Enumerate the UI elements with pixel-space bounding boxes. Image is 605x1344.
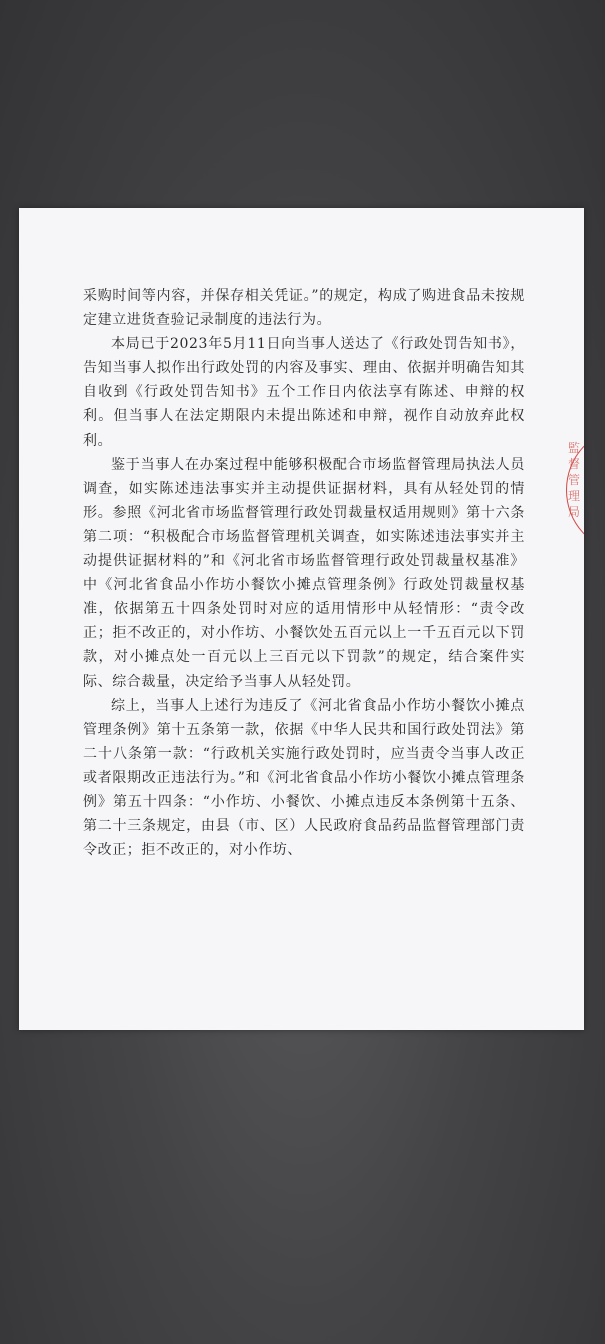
paragraph-4: 综上，当事人上述行为违反了《河北省食品小作坊小餐饮小摊点管理条例》第十五条第一款，依据《中华人民共和国行政处罚法》第二十八条第一款：“行政机关实施行政处罚时，应当责令当事人改正或者限期改正违法行为。”和《河北省食品小作坊小餐饮小摊点管理条例》第五十四条：“小作坊、小餐饮、小摊点违反本条例第十五条、第二十三条规定，由县（市、区）人民政府食品药品监督管理部门责令改正；拒不改正的，对小作坊、 <box>83 697 525 859</box>
seal-text: 監督管理局 <box>568 441 581 519</box>
paragraph-1: 采购时间等内容，并保存相关凭证。”的规定，构成了购进食品未按规定建立进货查验记录制度的违法行为。 <box>83 288 525 329</box>
document-body <box>83 284 525 862</box>
document-page <box>19 208 584 1030</box>
paragraph-3: 鉴于当事人在办案过程中能够积极配合市场监督管理局执法人员调查，如实陈述违法事实并主动提供证据材料，具有从轻处罚的情形。参照《河北省市场监督管理行政处罚裁量权适用规则》第十六条第二项：“积极配合市场监督管理机关调查，如实陈述违法事实并主动提供证据材料的”和《河北省市场监督管理行政处罚裁量权基准》中《河北省食品小作坊小餐饮小摊点管理条例》行政处罚裁量权基准，依据第五十四条处罚时对应的适用情形中从轻情形：“责令改正；拒不改正的，对小作坊、小餐饮处五百元以上一千五百元以下罚款，对小摊点处一百元以上三百元以下罚款”的规定，结合案件实际、综合裁量，决定给予当事人从轻处罚。 <box>83 456 525 690</box>
paragraph-2: 本局已于2023年5月11日向当事人送达了《行政处罚告知书》，告知当事人拟作出行政处罚的内容及事实、理由、依据并明确告知其自收到《行政处罚告知书》五个工作日内依法享有陈述、申辩的权利。但当事人在法定期限内未提出陈述和申辩，视作自动放弃此权利。 <box>83 336 525 449</box>
official-seal-fragment <box>562 430 584 550</box>
